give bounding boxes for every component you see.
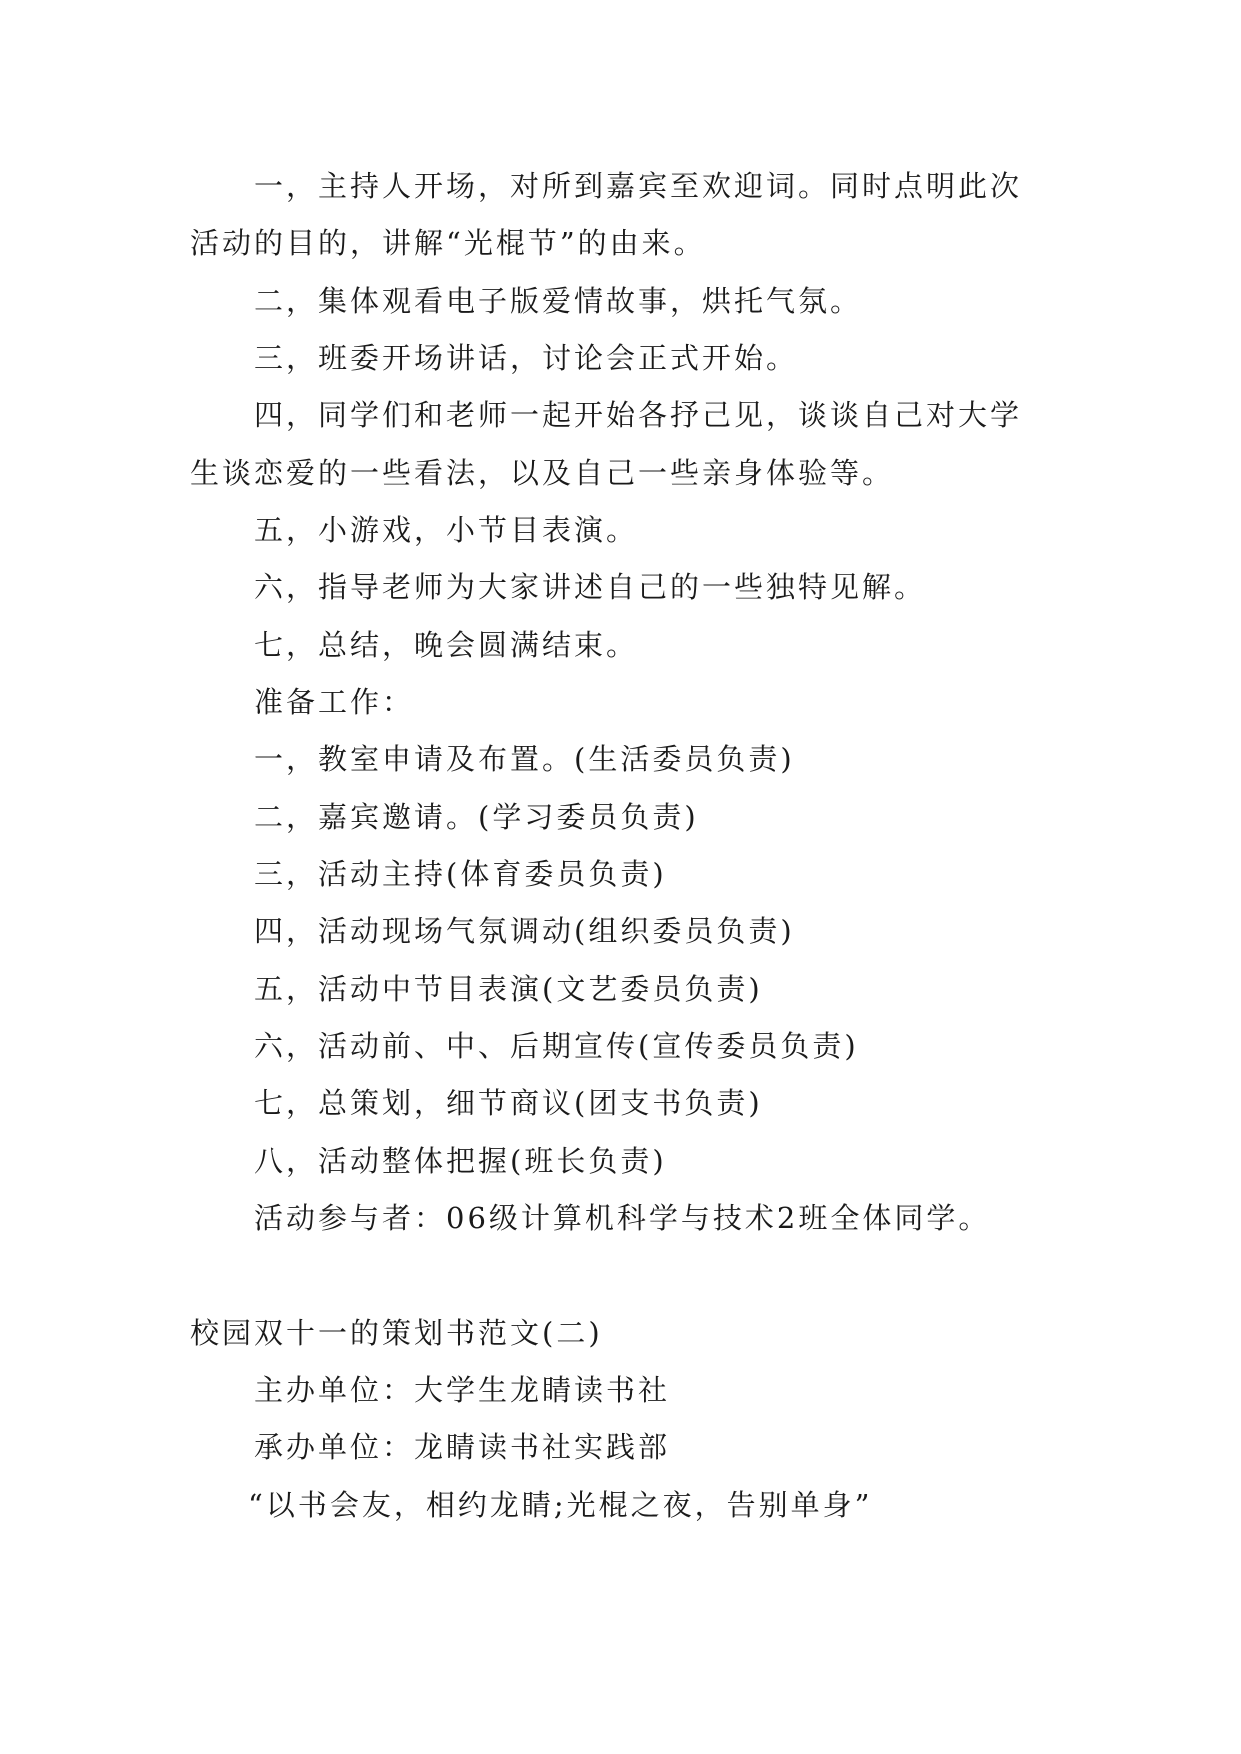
prep-item: 六，活动前、中、后期宣传(宣传委员负责) bbox=[254, 1029, 859, 1063]
paragraph-step-5: 五，小游戏，小节目表演。 bbox=[254, 513, 639, 547]
paragraph-step-3: 三，班委开场讲话，讨论会正式开始。 bbox=[254, 341, 799, 375]
paragraph-step-7: 七，总结，晚会圆满结束。 bbox=[254, 628, 639, 662]
paragraph-step-1-line-1: 一，主持人开场，对所到嘉宾至欢迎词。同时点明此次 bbox=[254, 169, 1023, 203]
prep-item: 三，活动主持(体育委员负责) bbox=[254, 857, 667, 891]
prep-item: 七，总策划，细节商议(团支书负责) bbox=[254, 1086, 763, 1120]
participants-line: 活动参与者：06级计算机科学与技术2班全体同学。 bbox=[254, 1201, 991, 1235]
paragraph-step-2: 二，集体观看电子版爱情故事，烘托气氛。 bbox=[254, 284, 863, 318]
prep-item: 五，活动中节目表演(文艺委员负责) bbox=[254, 972, 763, 1006]
paragraph-step-6: 六，指导老师为大家讲述自己的一些独特见解。 bbox=[254, 570, 927, 604]
paragraph-step-4-line-1: 四，同学们和老师一起开始各抒己见，谈谈自己对大学 bbox=[254, 398, 1023, 432]
paragraph-step-4-line-2: 生谈恋爱的一些看法，以及自己一些亲身体验等。 bbox=[190, 456, 895, 490]
slogan: “以书会友，相约龙睛;光棍之夜，告别单身” bbox=[248, 1488, 873, 1522]
prep-item: 四，活动现场气氛调动(组织委员负责) bbox=[254, 914, 795, 948]
host-unit: 主办单位：大学生龙睛读书社 bbox=[254, 1373, 671, 1407]
prep-heading: 准备工作： bbox=[254, 685, 415, 719]
prep-item: 八，活动整体把握(班长负责) bbox=[254, 1144, 667, 1178]
prep-item: 二，嘉宾邀请。(学习委员负责) bbox=[254, 800, 699, 834]
section-title: 校园双十一的策划书范文(二) bbox=[190, 1316, 603, 1350]
paragraph-step-1-line-2: 活动的目的，讲解“光棍节”的由来。 bbox=[190, 226, 706, 260]
prep-item: 一，教室申请及布置。(生活委员负责) bbox=[254, 742, 795, 776]
organizer-unit: 承办单位：龙睛读书社实践部 bbox=[254, 1430, 671, 1464]
